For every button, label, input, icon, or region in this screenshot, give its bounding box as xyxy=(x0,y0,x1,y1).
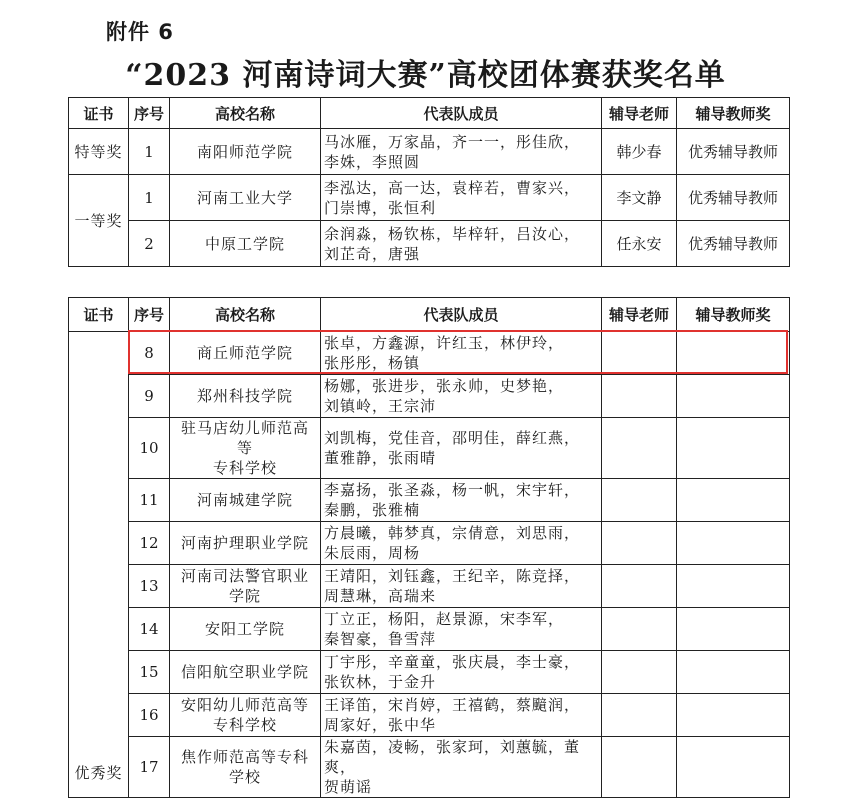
seq-number: 15 xyxy=(129,651,170,694)
seq-number: 16 xyxy=(129,694,170,737)
advisor-award xyxy=(677,565,790,608)
school-name-line: 安阳工学院 xyxy=(204,620,285,638)
members-line: 董雅静，张雨晴 xyxy=(324,449,437,467)
advisor-award xyxy=(677,651,790,694)
team-members xyxy=(321,129,602,175)
team-members xyxy=(321,651,602,694)
school-name xyxy=(170,522,321,565)
team-members xyxy=(321,479,602,522)
members-line: 秦鹏，张雅楠 xyxy=(324,501,421,519)
members-line: 方晨曦，韩梦真，宗倩意，刘思雨， xyxy=(324,524,581,542)
team-members xyxy=(321,565,602,608)
school-name-line: 信阳航空职业学院 xyxy=(180,663,309,681)
members-line: 李泓达，高一达，袁梓若，曹家兴， xyxy=(324,178,581,197)
seq-number: 11 xyxy=(129,479,170,522)
school-name xyxy=(170,565,321,608)
seq-number: 10 xyxy=(129,418,170,479)
members-line: 周慧琳，高瑞来 xyxy=(324,587,437,605)
members-line: 朱辰雨，周杨 xyxy=(324,544,421,562)
members-line: 贺萌谣 xyxy=(324,778,373,796)
school-name-line: 专科学校 xyxy=(212,716,277,734)
school-name xyxy=(170,418,321,479)
advisor-award xyxy=(677,418,790,479)
members-line: 刘凯梅，党佳音，邵明佳，薛红燕， xyxy=(324,429,581,447)
members-line: 张钦林，于金升 xyxy=(324,673,437,691)
table-row xyxy=(69,175,790,221)
header-advisor-award: 辅导教师奖 xyxy=(677,298,790,332)
document-title: “2023 河南诗词大赛”高校团体赛获奖名单 xyxy=(125,58,726,93)
table-row xyxy=(69,522,790,565)
school-name-line: 河南司法警官职业 xyxy=(180,567,309,585)
header-school: 高校名称 xyxy=(170,98,321,129)
advisor-name xyxy=(602,565,677,608)
advisor-award: 优秀辅导教师 xyxy=(677,221,790,267)
attachment-label: 附件 6 xyxy=(106,20,174,44)
seq-number: 12 xyxy=(129,522,170,565)
award-level: 优秀奖 xyxy=(69,332,129,798)
advisor-name xyxy=(602,418,677,479)
school-name-line: 河南城建学院 xyxy=(196,491,293,509)
seq-number: 1 xyxy=(129,175,170,221)
header-seq: 序号 xyxy=(129,298,170,332)
school-name: 南阳师范学院 xyxy=(170,129,321,175)
table-row xyxy=(69,375,790,418)
members-line: 刘镇岭，王宗沛 xyxy=(324,397,437,415)
advisor-award xyxy=(677,479,790,522)
advisor-name xyxy=(602,479,677,522)
advisor-name: 李文静 xyxy=(602,175,677,221)
header-advisor-award: 辅导教师奖 xyxy=(677,98,790,129)
team-members xyxy=(321,375,602,418)
seq-number: 13 xyxy=(129,565,170,608)
advisor-name xyxy=(602,694,677,737)
members-line: 李姝，李照圆 xyxy=(324,152,421,171)
advisor-name xyxy=(602,375,677,418)
header-seq: 序号 xyxy=(129,98,170,129)
header-school: 高校名称 xyxy=(170,298,321,332)
school-name-line: 学校 xyxy=(228,768,261,786)
seq-number: 14 xyxy=(129,608,170,651)
advisor-name xyxy=(602,651,677,694)
advisor-award xyxy=(677,694,790,737)
members-line: 门崇博，张恒利 xyxy=(324,198,437,217)
award-table-bottom xyxy=(68,297,790,798)
advisor-name xyxy=(602,332,677,375)
members-line: 马冰雁，万家晶，齐一一，彤佳欣， xyxy=(324,132,581,151)
award-level: 一等奖 xyxy=(69,175,129,267)
advisor-name xyxy=(602,608,677,651)
advisor-name: 任永安 xyxy=(602,221,677,267)
school-name xyxy=(170,608,321,651)
school-name xyxy=(170,479,321,522)
team-members xyxy=(321,694,602,737)
school-name-line: 郑州科技学院 xyxy=(196,387,293,405)
advisor-award: 优秀辅导教师 xyxy=(677,129,790,175)
table-row xyxy=(69,694,790,737)
school-name-line: 河南护理职业学院 xyxy=(180,534,309,552)
school-name-line: 学院 xyxy=(228,587,261,605)
members-line: 李嘉扬，张圣淼，杨一帆，宋宇轩， xyxy=(324,481,581,499)
seq-number: 9 xyxy=(129,375,170,418)
header-members: 代表队成员 xyxy=(321,98,602,129)
school-name-line: 焦作师范高等专科 xyxy=(180,748,309,766)
school-name-line: 专科学校 xyxy=(212,459,277,477)
school-name: 河南工业大学 xyxy=(170,175,321,221)
advisor-award xyxy=(677,737,790,798)
members-line: 杨娜，张进步，张永帅，史梦艳， xyxy=(324,377,565,395)
school-name: 中原工学院 xyxy=(170,221,321,267)
school-name-line: 驻马店幼儿师范高等 xyxy=(180,419,309,457)
members-line: 朱嘉茵，凌畅，张家珂，刘蕙毓，董爽， xyxy=(324,738,581,776)
members-line: 丁立正，杨阳，赵景源，宋李军， xyxy=(324,610,565,628)
members-line: 张彤彤，杨镇 xyxy=(324,354,421,372)
members-line: 王译笛，宋肖婷，王禧鹤，蔡䬓润， xyxy=(324,696,581,714)
members-line: 周家好，张中华 xyxy=(324,716,437,734)
header-advisor: 辅导老师 xyxy=(602,98,677,129)
seq-number: 17 xyxy=(129,737,170,798)
school-name xyxy=(170,332,321,375)
table-row xyxy=(69,651,790,694)
table-row xyxy=(69,332,790,375)
seq-number: 2 xyxy=(129,221,170,267)
members-line: 王靖阳，刘钰鑫，王纪辛，陈竞择， xyxy=(324,567,581,585)
table-row xyxy=(69,565,790,608)
team-members xyxy=(321,737,602,798)
members-line: 张卓，方鑫源，许红玉，林伊玲， xyxy=(324,334,565,352)
team-members xyxy=(321,522,602,565)
school-name-line: 商丘师范学院 xyxy=(196,344,293,362)
header-members: 代表队成员 xyxy=(321,298,602,332)
team-members xyxy=(321,608,602,651)
school-name xyxy=(170,651,321,694)
seq-number: 8 xyxy=(129,332,170,375)
team-members xyxy=(321,221,602,267)
team-members xyxy=(321,175,602,221)
school-name xyxy=(170,737,321,798)
advisor-award xyxy=(677,522,790,565)
advisor-name: 韩少春 xyxy=(602,129,677,175)
table-row xyxy=(69,129,790,175)
advisor-name xyxy=(602,522,677,565)
advisor-award xyxy=(677,375,790,418)
members-line: 余润淼，杨钦栋，毕梓轩，吕汝心， xyxy=(324,224,581,243)
school-name xyxy=(170,375,321,418)
table-row xyxy=(69,479,790,522)
table-row xyxy=(69,608,790,651)
school-name-line: 安阳幼儿师范高等 xyxy=(180,696,309,714)
header-cert: 证书 xyxy=(69,98,129,129)
table-row xyxy=(69,418,790,479)
advisor-award xyxy=(677,332,790,375)
award-level: 特等奖 xyxy=(69,129,129,175)
members-line: 秦智豪，鲁雪萍 xyxy=(324,630,437,648)
advisor-award xyxy=(677,608,790,651)
members-line: 刘芷奇，唐强 xyxy=(324,244,421,263)
advisor-name xyxy=(602,737,677,798)
team-members xyxy=(321,418,602,479)
table-row xyxy=(69,737,790,798)
header-cert: 证书 xyxy=(69,298,129,332)
award-table-top xyxy=(68,97,790,267)
advisor-award: 优秀辅导教师 xyxy=(677,175,790,221)
table-row xyxy=(69,221,790,267)
header-advisor: 辅导老师 xyxy=(602,298,677,332)
seq-number: 1 xyxy=(129,129,170,175)
school-name xyxy=(170,694,321,737)
team-members xyxy=(321,332,602,375)
members-line: 丁宇彤，辛童童，张庆晨，李士豪， xyxy=(324,653,581,671)
